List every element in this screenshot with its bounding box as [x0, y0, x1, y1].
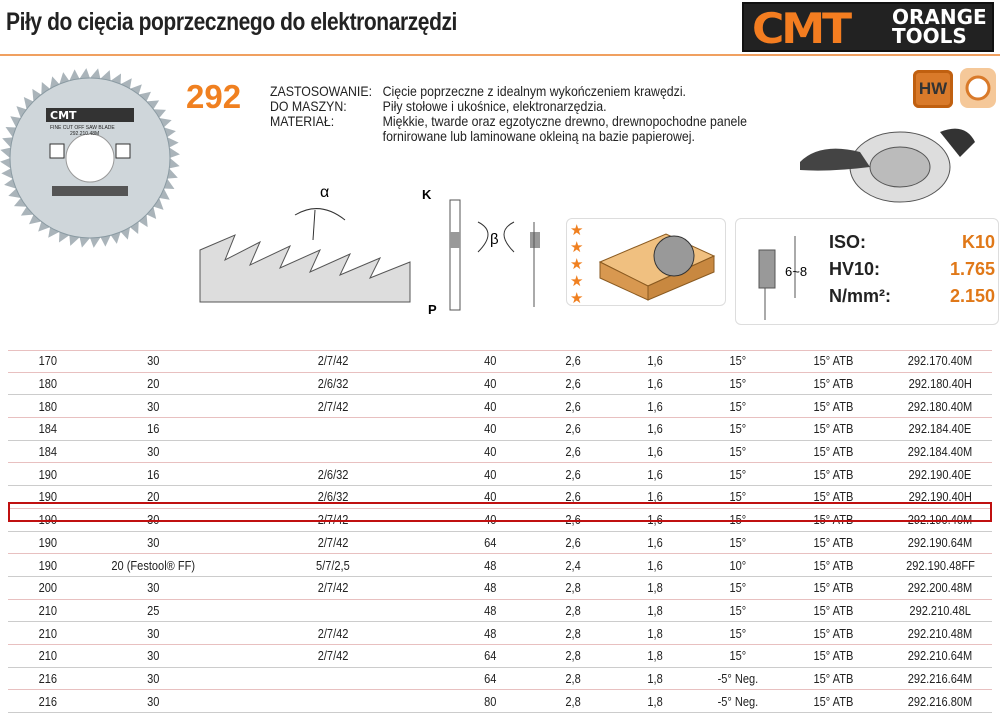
table-cell: 1,6 [613, 418, 698, 441]
table-cell: 15° [698, 576, 778, 599]
table-cell: 15° ATB [778, 622, 888, 645]
table-cell: 1,6 [613, 395, 698, 418]
table-row [8, 463, 992, 486]
table-cell [218, 667, 448, 690]
table-row [8, 554, 992, 577]
table-cell: 292.170.40M [888, 350, 992, 372]
table-cell: 15° [698, 350, 778, 372]
table-cell: 40 [448, 372, 533, 395]
material-properties [829, 229, 995, 313]
table-cell: 292.200.48M [888, 576, 992, 599]
table-cell: 2/7/42 [218, 576, 448, 599]
table-cell: 210 [8, 622, 88, 645]
table-cell: 1,8 [613, 644, 698, 667]
table-cell: 2/7/42 [218, 395, 448, 418]
table-row [8, 576, 992, 599]
table-cell: 292.180.40M [888, 395, 992, 418]
table-cell: 40 [448, 463, 533, 486]
table-cell: 2,8 [533, 622, 613, 645]
table-cell [218, 690, 448, 713]
table-cell: 48 [448, 622, 533, 645]
table-cell: 210 [8, 599, 88, 622]
prop-row: N/mm²: 2.150 [829, 286, 995, 306]
table-cell: 190 [8, 554, 88, 577]
table-cell: 15° ATB [778, 644, 888, 667]
table-cell: 30 [88, 531, 218, 554]
table-cell: 40 [448, 418, 533, 441]
table-cell: 15° ATB [778, 350, 888, 372]
table-cell: 30 [88, 350, 218, 372]
table-cell: 2,8 [533, 576, 613, 599]
table-cell: 64 [448, 531, 533, 554]
table-cell: 15° [698, 486, 778, 509]
table-cell: 15° [698, 440, 778, 463]
table-cell: 2,6 [533, 531, 613, 554]
svg-text:CMT: CMT [50, 109, 77, 122]
table-cell: 15° ATB [778, 418, 888, 441]
table-cell: 1,6 [613, 350, 698, 372]
table-cell: 292.210.48M [888, 622, 992, 645]
table-cell: 292.190.40E [888, 463, 992, 486]
svg-text:292.210.48M: 292.210.48M [70, 131, 100, 137]
table-cell: 2,8 [533, 690, 613, 713]
table-row [8, 690, 992, 713]
spec-row: ZASTOSOWANIE: Cięcie poprzeczne z idealnym wykończeniem krawędzi. [270, 83, 686, 99]
table-cell: 40 [448, 486, 533, 509]
product-table [8, 350, 992, 713]
table-cell: 180 [8, 395, 88, 418]
table-row [8, 531, 992, 554]
table-cell: 2,6 [533, 372, 613, 395]
table-row [8, 372, 992, 395]
table-cell: 15° ATB [778, 372, 888, 395]
table-cell: 15° [698, 531, 778, 554]
logo-cmt: CMT [752, 4, 849, 53]
table-cell: 216 [8, 690, 88, 713]
table-row [8, 667, 992, 690]
table-cell: 1,6 [613, 486, 698, 509]
table-cell: 180 [8, 372, 88, 395]
table-cell: 1,6 [613, 508, 698, 531]
table-cell: 30 [88, 690, 218, 713]
table-cell: 200 [8, 576, 88, 599]
table-cell: 15° ATB [778, 531, 888, 554]
table-cell: 15° ATB [778, 599, 888, 622]
table-cell: 190 [8, 531, 88, 554]
tooth-height-diagram [745, 228, 825, 320]
table-cell: 15° [698, 418, 778, 441]
table-cell [218, 440, 448, 463]
star-icon: ★ [570, 290, 584, 307]
table-row [8, 395, 992, 418]
svg-text:K: K [422, 187, 432, 202]
table-cell: 210 [8, 644, 88, 667]
table-cell: 15° ATB [778, 690, 888, 713]
table-cell: 2,6 [533, 440, 613, 463]
table-row [8, 440, 992, 463]
table-cell: 292.216.64M [888, 667, 992, 690]
table-cell: 15° [698, 372, 778, 395]
highlighted-row-frame [8, 502, 992, 522]
svg-text:α: α [320, 184, 330, 201]
table-cell: 2/7/42 [218, 622, 448, 645]
table-cell: 64 [448, 667, 533, 690]
prop-row: ISO: K10 [829, 232, 995, 252]
table-cell: 1,8 [613, 690, 698, 713]
table-cell: -5° Neg. [698, 667, 778, 690]
table-cell: 292.216.80M [888, 690, 992, 713]
table-cell: 15° [698, 463, 778, 486]
table-cell: 2,8 [533, 644, 613, 667]
table-cell: 2,6 [533, 350, 613, 372]
table-cell: 48 [448, 554, 533, 577]
table-cell: 190 [8, 486, 88, 509]
hw-badge: HW [913, 70, 953, 108]
table-cell: 1,6 [613, 440, 698, 463]
tooth-profile-diagram [195, 180, 425, 305]
table-cell: 40 [448, 508, 533, 531]
table-cell: 216 [8, 667, 88, 690]
table-cell: 30 [88, 622, 218, 645]
svg-text:P: P [428, 302, 437, 317]
table-cell: 20 [88, 372, 218, 395]
table-cell: 2,6 [533, 486, 613, 509]
table-cell: 30 [88, 395, 218, 418]
table-cell: 80 [448, 690, 533, 713]
table-header-band [8, 324, 992, 351]
table-cell: 2,6 [533, 508, 613, 531]
table-cell: 10° [698, 554, 778, 577]
table-cell: 20 (Festool® FF) [88, 554, 218, 577]
table-cell: 48 [448, 599, 533, 622]
table-cell: 15° [698, 622, 778, 645]
table-cell: 184 [8, 418, 88, 441]
prop-row: HV10: 1.765 [829, 259, 995, 279]
table-cell [218, 599, 448, 622]
table-cell: 30 [88, 508, 218, 531]
table-cell: 2,6 [533, 463, 613, 486]
table-row [8, 622, 992, 645]
table-cell: 15° ATB [778, 554, 888, 577]
table-cell: 15° ATB [778, 667, 888, 690]
table-cell: 15° ATB [778, 486, 888, 509]
table-cell: 1,6 [613, 531, 698, 554]
table-cell: 15° ATB [778, 508, 888, 531]
table-row [8, 644, 992, 667]
page-title: Piły do cięcia poprzecznego do elektronarzędzi [6, 8, 457, 36]
table-cell: 2/7/42 [218, 531, 448, 554]
table-cell: 2,6 [533, 418, 613, 441]
table-cell: 2/6/32 [218, 486, 448, 509]
star-icon: ★ [570, 222, 584, 239]
table-cell: 1,6 [613, 463, 698, 486]
table-cell: 15° [698, 599, 778, 622]
cert-badge-icon [960, 68, 996, 108]
table-cell: 20 [88, 486, 218, 509]
table-cell: 1,8 [613, 576, 698, 599]
table-cell: 292.190.64M [888, 531, 992, 554]
table-cell: 40 [448, 440, 533, 463]
spec-row: fornirowane lub laminowane okleiną na bazie papierowej. [382, 128, 695, 144]
table-cell: 15° ATB [778, 395, 888, 418]
table-cell: 40 [448, 350, 533, 372]
table-cell: 292.210.64M [888, 644, 992, 667]
table-cell: 15° ATB [778, 440, 888, 463]
series-number: 292 [186, 78, 242, 115]
circular-saw-icon [790, 112, 990, 212]
svg-text:6~8: 6~8 [785, 264, 808, 279]
table-cell: 292.190.40M [888, 508, 992, 531]
table-cell [218, 418, 448, 441]
table-cell: 184 [8, 440, 88, 463]
star-icon: ★ [570, 256, 584, 273]
table-cell: 64 [448, 644, 533, 667]
table-cell: 16 [88, 463, 218, 486]
table-cell: 190 [8, 463, 88, 486]
table-cell: 292.190.48FF [888, 554, 992, 577]
kerf-diagram [418, 182, 558, 322]
table-cell: 2/7/42 [218, 644, 448, 667]
saw-blade-icon [0, 58, 190, 258]
table-cell: 30 [88, 644, 218, 667]
logo-orange-tools: ORANGE TOOLS [892, 5, 987, 48]
brand-logo [742, 2, 994, 52]
table-cell: 2,4 [533, 554, 613, 577]
table-cell: 1,8 [613, 622, 698, 645]
table-cell: 1,8 [613, 667, 698, 690]
spec-list [270, 84, 752, 144]
table-cell: 48 [448, 576, 533, 599]
table-cell: 2,8 [533, 599, 613, 622]
table-cell: 292.210.48L [888, 599, 992, 622]
table-cell: 170 [8, 350, 88, 372]
spec-row: MATERIAŁ: Miękkie, twarde oraz egzotyczne drewno, drewnopochodne panele [270, 113, 747, 129]
table-cell: 2/7/42 [218, 508, 448, 531]
table-cell: 292.180.40H [888, 372, 992, 395]
table-cell: 15° [698, 395, 778, 418]
table-cell: 1,6 [613, 372, 698, 395]
star-icon: ★ [570, 273, 584, 290]
table-cell: 5/7/2,5 [218, 554, 448, 577]
table-cell: 30 [88, 440, 218, 463]
table-cell: 30 [88, 667, 218, 690]
table-cell: 15° ATB [778, 576, 888, 599]
wood-plank-icon [596, 226, 720, 302]
table-cell: 2/6/32 [218, 463, 448, 486]
table-row [8, 350, 992, 372]
rating-stars [570, 222, 592, 307]
table-cell: 190 [8, 508, 88, 531]
header-rule [0, 54, 1000, 56]
table-row [8, 599, 992, 622]
table-cell: 2,8 [533, 667, 613, 690]
table-cell: -5° Neg. [698, 690, 778, 713]
table-cell: 40 [448, 395, 533, 418]
table-cell: 30 [88, 576, 218, 599]
table-cell: 292.190.40H [888, 486, 992, 509]
spec-row: DO MASZYN: Piły stołowe i ukośnice, elektronarzędzia. [270, 98, 607, 114]
table-cell: 25 [88, 599, 218, 622]
table-cell: 15° ATB [778, 463, 888, 486]
svg-text:β: β [490, 231, 499, 248]
table-cell: 2/6/32 [218, 372, 448, 395]
table-cell: 292.184.40M [888, 440, 992, 463]
table-cell: 15° [698, 508, 778, 531]
table-cell: 2/7/42 [218, 350, 448, 372]
table-cell: 15° [698, 644, 778, 667]
table-cell: 1,8 [613, 599, 698, 622]
table-cell: 1,6 [613, 554, 698, 577]
table-cell: 16 [88, 418, 218, 441]
table-cell: 292.184.40E [888, 418, 992, 441]
table-row [8, 418, 992, 441]
svg-text:FINE CUT OFF SAW BLADE: FINE CUT OFF SAW BLADE [50, 125, 115, 131]
table-cell: 2,6 [533, 395, 613, 418]
star-icon: ★ [570, 239, 584, 256]
